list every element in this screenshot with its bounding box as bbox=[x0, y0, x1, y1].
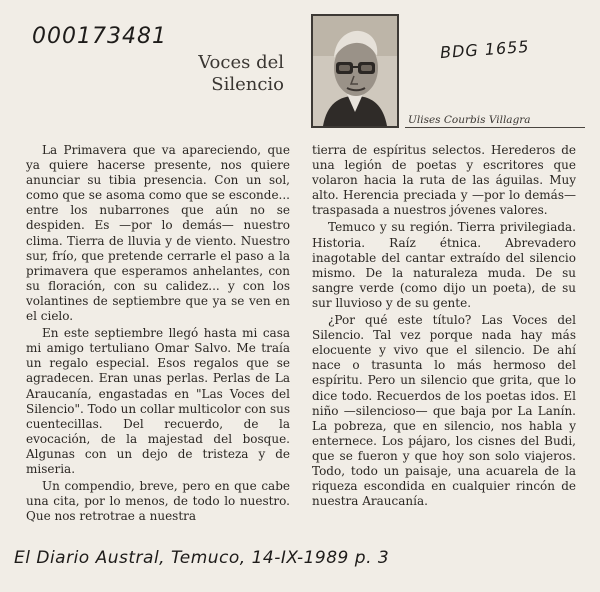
article-column-left bbox=[26, 143, 290, 524]
title-line-1: Voces del bbox=[198, 52, 284, 73]
paragraph: tierra de espíritus selectos. Herederos de una legión de poetas y escritores que volaron hacia la ruta de las águilas. Muy alto. Herencia preciada y —por lo demás— traspasada a nuestros jóvenes valores. bbox=[312, 143, 576, 218]
paragraph: ¿Por qué este título? Las Voces del Silencio. Tal vez porque nada hay más elocuente y vivo que el silencio. De ahí nace o trasunta lo más hermoso del espíritu. Pero un silencio que grita, que lo dice todo. Recuerdos de los poetas idos. El niño —silencioso— que baja por La Lanín. La pobreza, que en silencio, nos habla y enternece. Los pájaro, los cisnes del Budi, que se fueron y que hoy son solo viajeros. Todo, todo un paisaje, una acuarela de la riqueza escondida en cualquier rincón de nuestra Araucanía. bbox=[312, 313, 576, 509]
paragraph: En este septiembre llegó hasta mi casa mi amigo tertuliano Omar Salvo. Me traía un regalo especial. Esos regalos que se agradecen. Eran unas perlas. Perlas de La Araucanía, engastadas en "Las Voces del Silencio". Todo un collar multicolor con sus cuentecillas. Del recuerdo, de la evocación, de la majestad del bosque. Algunas con un dejo de tristeza y de miseria. bbox=[26, 326, 290, 476]
author-portrait bbox=[311, 14, 399, 128]
author-portrait-illustration bbox=[313, 16, 397, 126]
handwritten-catalog-number: 000173481 bbox=[32, 24, 167, 49]
paragraph: Un compendio, breve, pero en que cabe una cita, por lo menos, de todo lo nuestro. Que nos retrotrae a nuestra bbox=[26, 479, 290, 524]
handwritten-source-note: El Diario Austral, Temuco, 14-IX-1989 p. 3 bbox=[14, 548, 390, 568]
paragraph: Temuco y su región. Tierra privilegiada. Historia. Raíz étnica. Abrevadero inagotable del cantar extraído del silencio mismo. De la naturaleza muda. De su sangre verde (como dijo un poeta), de su sur lluvioso y de su gente. bbox=[312, 220, 576, 310]
paragraph: La Primavera que va apareciendo, que ya quiere hacerse presente, nos quiere anunciar su tibia presencia. Con un sol, como que se asoma como que se esconde... entre los nubarrones que aún no se despiden. Es —por lo demás— nuestro clima. Tierra de lluvia y de viento. Nuestro sur, frío, que pretende cerrarle el paso a la primavera que esperamos anhelantes, con su floración, con su calidez... y con los volantines de septiembre que ya se ven en el cielo. bbox=[26, 143, 290, 324]
title-line-2: Silencio bbox=[211, 74, 284, 95]
article-title bbox=[198, 52, 284, 96]
article-column-right bbox=[312, 143, 576, 509]
byline-divider bbox=[405, 127, 585, 128]
author-byline: Ulises Courbis Villagra bbox=[408, 114, 531, 126]
handwritten-archive-code: BDG 1655 bbox=[439, 36, 531, 63]
